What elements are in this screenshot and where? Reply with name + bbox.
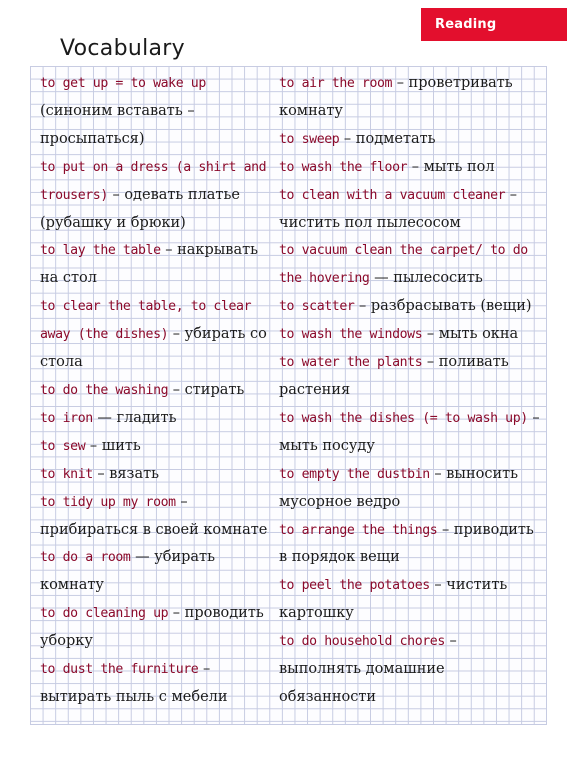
vocab-term: to lay the table [40,243,161,259]
vocab-entry [40,489,276,545]
vocab-term: to tidy up my room [40,494,176,510]
vocab-term: to arrange the things [279,522,438,538]
vocab-entry [279,293,543,321]
vocabulary-column-left [40,70,276,712]
vocab-translation: – чистить картошку [279,577,508,622]
vocab-translation: – мыть пол [407,158,495,175]
vocab-term: to put on a dress (a shirt and trousers) [40,159,267,203]
vocab-translation: – приводить в порядок вещи [279,521,534,566]
vocab-entry [279,349,543,405]
vocab-term: to do household chores [279,634,445,650]
vocab-translation: – мыть посуду [279,409,540,454]
vocab-term: to sew [40,438,86,454]
vocab-entry [279,461,543,517]
vocab-translation: (синоним вставать – просыпаться) [40,102,195,147]
reading-badge[interactable]: Reading [421,8,567,41]
vocab-translation: – убирать со стола [40,326,267,371]
vocab-entry [40,405,276,433]
vocab-entry [279,321,543,349]
vocab-entry [40,237,276,293]
vocab-term: to wash the dishes (= to wash up) [279,410,528,426]
vocab-translation: – вязать [92,465,160,482]
vocab-translation: – выносить мусорное ведро [279,465,519,510]
vocab-entry [279,517,543,573]
vocab-translation: — пылесосить [369,270,483,287]
vocab-term: to knit [40,466,93,482]
vocab-term: to clean with a vacuum cleaner [279,187,506,203]
vocab-entry [279,572,543,628]
vocab-term: to get up = to wake up [40,76,206,91]
vocab-translation: – мыть окна [422,326,519,343]
vocab-entry [40,293,276,377]
vocab-translation: — убирать комнату [40,549,215,594]
vocab-term: to iron [40,410,93,426]
vocab-entry [40,600,276,656]
vocab-term: to dust the furniture [40,662,199,678]
vocab-translation: – проветривать комнату [279,75,513,119]
vocab-translation: – чистить пол пылесосом [279,186,518,231]
vocab-translation: – выполнять домашние обязанности [279,633,457,705]
vocab-entry [40,656,276,712]
vocab-term: to peel the potatoes [279,578,430,594]
vocab-translation: – подметать [339,130,436,147]
vocab-term: to vacuum clean the carpet/ to do the hovering [279,243,528,287]
vocab-term: to clear the table, to clear away (the dishes) [40,299,252,343]
vocab-term: to do the washing [40,382,169,398]
page-title: Vocabulary [60,36,185,61]
vocab-translation: – разбрасывать (вещи) [354,298,532,315]
vocab-entry [40,377,276,405]
vocab-term: to sweep [279,131,340,147]
vocab-translation: – накрывать на стол [40,242,259,287]
vocab-translation: — гладить [92,409,177,426]
vocab-translation: – поливать растения [279,354,509,398]
vocab-translation: – прибираться в своей комнате [40,493,268,538]
vocab-entry [40,461,276,489]
vocab-translation: – шить [85,437,141,454]
vocab-entry [279,126,543,154]
vocab-entry [279,154,543,182]
vocab-translation: – одевать платье (рубашку и брюки) [40,186,240,231]
vocab-translation: – вытирать пыль с мебели [40,661,228,705]
vocab-term: to do a room [40,550,131,566]
vocab-term: to wash the floor [279,159,408,175]
vocab-entry [40,433,276,461]
vocab-term: to air the room [279,76,393,91]
vocab-term: to empty the dustbin [279,466,430,482]
vocab-entry [279,628,543,712]
vocab-translation: – проводить уборку [40,605,264,650]
vocab-term: to water the plants [279,355,423,371]
vocab-term: to scatter [279,299,355,315]
vocab-term: to do cleaning up [40,606,169,622]
vocab-entry [279,237,543,293]
vocab-term: to wash the windows [279,327,423,343]
vocab-entry [40,154,276,238]
vocab-entry [40,544,276,600]
vocab-entry [279,182,543,238]
vocab-translation: – стирать [168,381,245,398]
vocabulary-column-right [279,70,543,712]
vocab-entry [279,405,543,461]
vocab-entry [40,70,276,154]
vocab-entry [279,70,543,126]
